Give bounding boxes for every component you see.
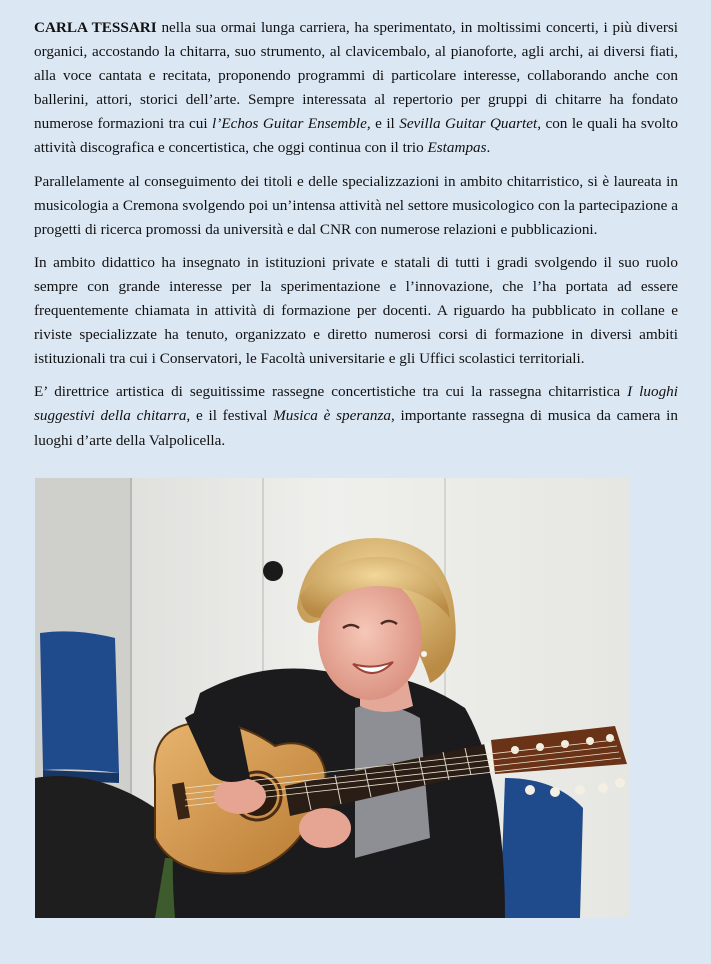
bio-text-span: nella sua ormai lunga carriera, ha sperimentato, in moltissimi concerti, i più diversi organici, accostando la chitarra, suo strumento, al clavicembalo, al pianoforte, agli archi, ai diversi fiati, alla voce cantata e recitata, proponendo programmi di particolare interesse, collaborando anche con ballerini, attori, storici dell’arte. Sempre interessata al repertorio per gruppi di chitarre ha fondato numerose formazioni tra cui [34, 19, 679, 133]
bio-paragraph-1 [34, 16, 678, 161]
bio-paragraph-4 [34, 380, 678, 452]
bio-text-span: , e il festival [186, 407, 274, 425]
bio-text-span: E’ direttrice artistica di seguitissime rassegne concertistiche tra cui la rassegna chitarristica [34, 383, 628, 401]
bio-paragraph-3: In ambito didattico ha insegnato in istituzioni private e statali di tutti i gradi svolgendo il suo ruolo sempre con grande interesse per la sperimentazione e l’innovazione, che l’ha portata ad essere frequentemente chiamata in attività di formazione per docenti. A riguardo ha pubblicato in collane e riviste specializzate ha tenuto, organizzato e diretto numerosi corsi di formazione in diversi ambiti istituzionali tra cui i Conservatori, le Facoltà universitarie e gli Uffici scolastici territoriali. [34, 253, 678, 368]
bio-text-span: , e il [366, 115, 400, 133]
ensemble-name: Sevilla Guitar Quartet [399, 115, 538, 133]
ensemble-name: l’Echos Guitar Ensemble [212, 115, 367, 133]
bio-text-span: , importante rassegna di musica da camera in luoghi d’arte della Valpolicella. [34, 407, 678, 449]
event-name: I luoghi suggestivi della chitarra [34, 383, 678, 425]
bio-text-span: . [486, 139, 491, 157]
event-name: Musica è speranza [273, 407, 391, 425]
bio-paragraph-2: Parallelamente al conseguimento dei titoli e delle specializzazioni in ambito chitarristico, si è laureata in musicologia a Cremona svolgendo poi un’intensa attività nel settore musicologico con la partecipazione a progetti di ricerca promossi da università e dal CNR con numerose relazioni e pubblicazioni. [34, 172, 678, 238]
artist-name: CARLA TESSARI [34, 19, 157, 36]
biography-text [34, 16, 678, 462]
bio-text-span: , con le quali ha svolto attività discografica e concertistica, che oggi continua con il trio [34, 115, 678, 157]
ensemble-name: Estampas [427, 139, 487, 157]
portrait-photo [35, 478, 630, 918]
